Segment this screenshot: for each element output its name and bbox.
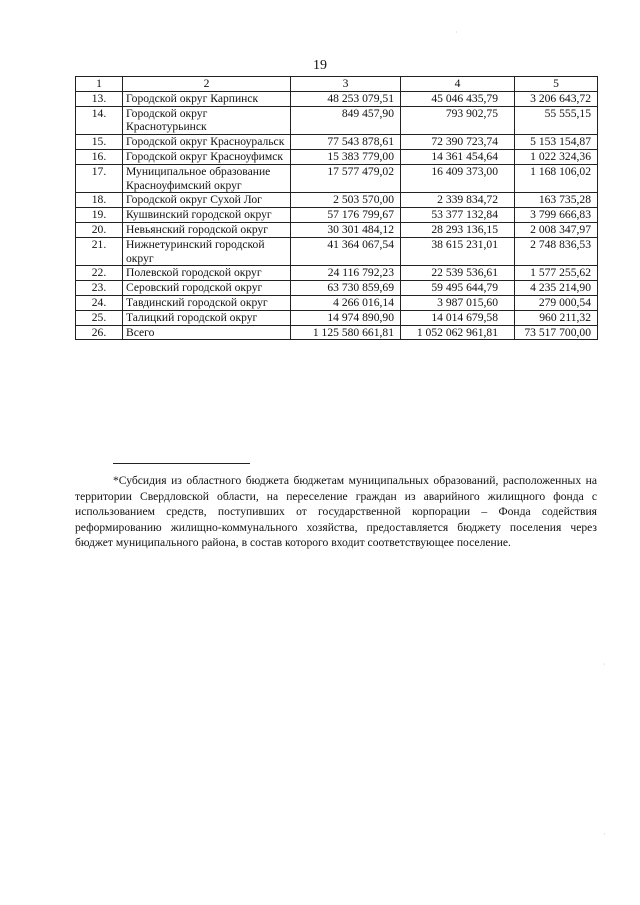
amount-total: 30 301 484,12 [291,222,401,237]
row-number: 17. [76,164,123,193]
amount-total: 849 457,90 [291,106,401,135]
amount-total: 17 577 479,02 [291,164,401,193]
amount-total: 63 730 859,69 [291,281,401,296]
table-row [76,208,598,223]
amount-column-5: 163 735,28 [515,193,598,208]
row-number: 20. [76,222,123,237]
amount-column-5: 1 577 255,62 [515,266,598,281]
column-header: 5 [515,77,598,92]
footnote-text: *Субсидия из областного бюджета бюджетам муниципальных образований, расположенных на территории Свердловской области, на переселение граждан из аварийного жилищного фонда с использованием средств, поступивших от государственной корпорации – Фонда содействия реформированию жилищно-коммунального хозяйства, предоставляется бюджету поселения через бюджет муниципального района, в состав которого входит соответствующее поселение. [75,474,597,550]
amount-column-4: 793 902,75 [401,106,515,135]
amount-total: 2 503 570,00 [291,193,401,208]
row-number: 23. [76,281,123,296]
amount-total: 41 364 067,54 [291,237,401,266]
amount-total: 24 116 792,23 [291,266,401,281]
amount-column-5: 3 799 666,83 [515,208,598,223]
municipality-name: Городской округ Карпинск [123,91,291,106]
municipality-name: Нижнетуринский городской округ [123,237,291,266]
table-row [76,135,598,150]
amount-column-4: 3 987 015,60 [401,295,515,310]
amount-total: 14 974 890,90 [291,310,401,325]
table-row [76,295,598,310]
row-number: 21. [76,237,123,266]
municipality-name: Городской округ Красноуральск [123,135,291,150]
table-row [76,222,598,237]
amount-total: 4 266 016,14 [291,295,401,310]
row-number: 22. [76,266,123,281]
amount-column-5: 960 211,32 [515,310,598,325]
budget-table [75,76,598,340]
municipality-name: Муниципальное образование Красноуфимский округ [123,164,291,193]
amount-column-5: 1 022 324,36 [515,149,598,164]
row-number: 13. [76,91,123,106]
municipality-name: Городской округ Красноуфимск [123,149,291,164]
amount-column-4: 28 293 136,15 [401,222,515,237]
row-number: 24. [76,295,123,310]
column-header: 3 [291,77,401,92]
amount-column-4: 14 014 679,58 [401,310,515,325]
table-row [76,193,598,208]
amount-column-5: 2 748 836,53 [515,237,598,266]
table-row [76,237,598,266]
table-row [76,281,598,296]
scan-speck: · [603,830,606,839]
row-number: 25. [76,310,123,325]
table-row [76,91,598,106]
amount-total: 57 176 799,67 [291,208,401,223]
table-row [76,310,598,325]
amount-column-4: 1 052 062 961,81 [401,325,515,340]
amount-column-4: 14 361 454,64 [401,149,515,164]
municipality-name: Городской округ Краснотурьинск [123,106,291,135]
row-number: 14. [76,106,123,135]
municipality-name: Полевской городской округ [123,266,291,281]
municipality-name: Всего [123,325,291,340]
table-row [76,106,598,135]
amount-column-4: 16 409 373,00 [401,164,515,193]
row-number: 16. [76,149,123,164]
table-header-row [76,77,598,92]
scan-speck: · [455,28,458,37]
scan-speck: · [603,660,606,669]
amount-column-5: 73 517 700,00 [515,325,598,340]
municipality-name: Невьянский городской округ [123,222,291,237]
amount-column-5: 5 153 154,87 [515,135,598,150]
column-header: 2 [123,77,291,92]
table-row [76,164,598,193]
column-header: 4 [401,77,515,92]
amount-total: 77 543 878,61 [291,135,401,150]
amount-column-5: 55 555,15 [515,106,598,135]
table-row [76,266,598,281]
amount-column-4: 2 339 834,72 [401,193,515,208]
amount-column-5: 2 008 347,97 [515,222,598,237]
municipality-name: Кушвинский городской округ [123,208,291,223]
municipality-name: Тавдинский городской округ [123,295,291,310]
table-row [76,325,598,340]
amount-column-4: 59 495 644,79 [401,281,515,296]
municipality-name: Городской округ Сухой Лог [123,193,291,208]
amount-column-5: 1 168 106,02 [515,164,598,193]
municipality-name: Серовский городской округ [123,281,291,296]
page-number: 19 [313,58,327,73]
amount-column-4: 38 615 231,01 [401,237,515,266]
municipality-name: Талицкий городской округ [123,310,291,325]
row-number: 15. [76,135,123,150]
amount-total: 48 253 079,51 [291,91,401,106]
amount-column-4: 45 046 435,79 [401,91,515,106]
amount-total: 1 125 580 661,81 [291,325,401,340]
table-row [76,149,598,164]
row-number: 26. [76,325,123,340]
column-header: 1 [76,77,123,92]
amount-column-4: 22 539 536,61 [401,266,515,281]
amount-column-5: 279 000,54 [515,295,598,310]
amount-total: 15 383 779,00 [291,149,401,164]
amount-column-5: 4 235 214,90 [515,281,598,296]
amount-column-4: 53 377 132,84 [401,208,515,223]
footnote-separator [113,463,250,464]
row-number: 19. [76,208,123,223]
row-number: 18. [76,193,123,208]
amount-column-5: 3 206 643,72 [515,91,598,106]
amount-column-4: 72 390 723,74 [401,135,515,150]
